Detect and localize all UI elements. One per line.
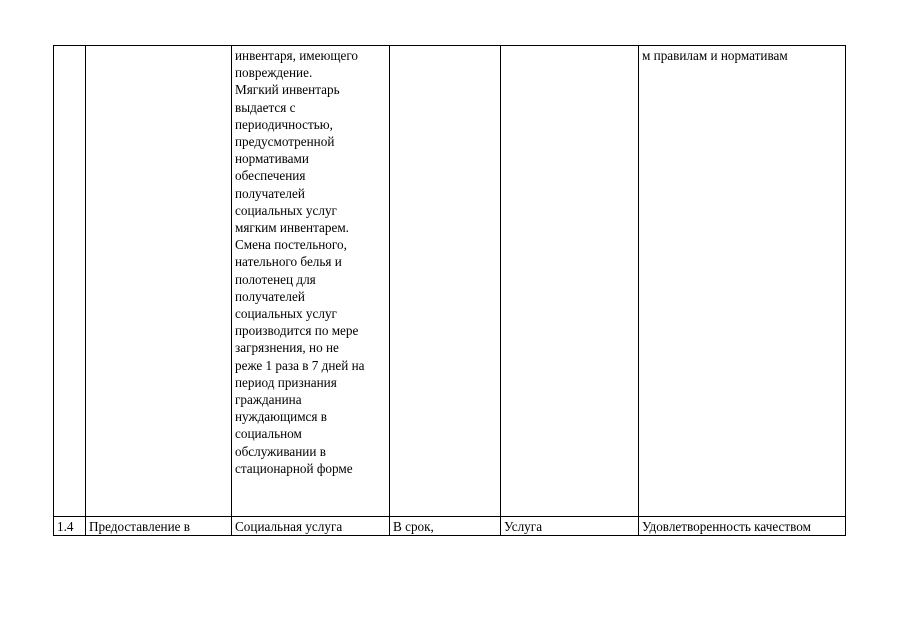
cell-quality xyxy=(639,46,846,517)
cell-term xyxy=(390,46,501,517)
services-table xyxy=(53,45,846,536)
service-term: В срок, xyxy=(390,517,501,536)
cell-description xyxy=(232,46,390,517)
service-name: Предоставление в xyxy=(86,517,232,536)
table-row-continuation xyxy=(54,46,846,517)
table-row-1-4 xyxy=(54,517,846,536)
quality-text: м правилам и нормативам xyxy=(642,48,788,63)
cell-payment xyxy=(501,46,639,517)
service-description: Социальная услуга xyxy=(232,517,390,536)
cell-name xyxy=(86,46,232,517)
service-quality: Удовлетворенность качеством xyxy=(639,517,846,536)
row-number: 1.4 xyxy=(54,517,86,536)
cell-number xyxy=(54,46,86,517)
service-payment: Услуга xyxy=(501,517,639,536)
description-text: инвентаря, имеющего повреждение. Мягкий инвентарь выдается с периодичностью, предусмотренной нормативами обеспечения получателей социальных услуг мягким инвентарем. Смена постельного, нательного белья и полотенец для получателей социальных услуг производится по мере загрязнения, но не реже 1 раза в 7 дней на период признания гражданина нуждающимся в социальном обслуживании в стационарной форме xyxy=(235,48,365,476)
